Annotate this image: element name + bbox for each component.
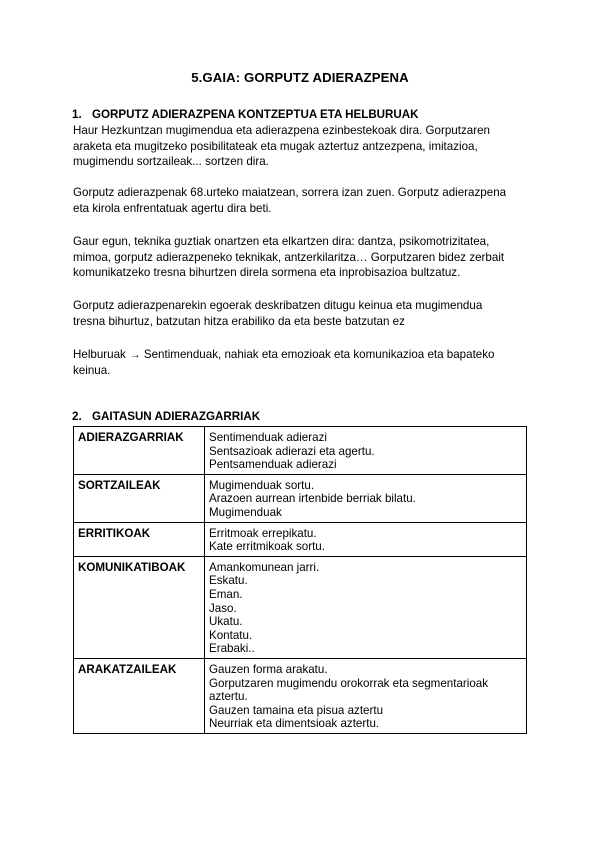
row-line: Sentimenduak adierazi	[209, 431, 327, 444]
row-line: Erritmoak errepikatu.	[209, 526, 317, 540]
table-row	[74, 427, 527, 475]
row-line: Ukatu.	[209, 615, 243, 629]
paragraph-line: Gaur egun, teknika guztiak onartzen eta elkartzen dira: dantza, psikomotrizitatea,	[73, 235, 490, 248]
page-title: 5.GAIA: GORPUTZ ADIERAZPENA	[191, 70, 409, 85]
row-line: Pentsamenduak adierazi	[209, 458, 337, 472]
table-row	[74, 474, 527, 522]
paragraph-5	[73, 347, 533, 378]
paragraph-line: Gorputz adierazpenarekin egoerak deskribatzen ditugu keinua eta mugimendua	[73, 299, 483, 312]
paragraph-line: mugimendu sortzaileak... sortzen dira.	[73, 155, 269, 169]
row-values	[205, 427, 527, 475]
row-line: Gauzen forma arakatu.	[209, 662, 328, 676]
row-key: ADIERAZGARRIAK	[74, 427, 205, 475]
section-1-heading	[72, 108, 419, 121]
row-line: Arazoen aurrean irtenbide berriak bilatu.	[209, 492, 416, 506]
row-line: Kate erritmikoak sortu.	[209, 540, 325, 554]
paragraph-1	[73, 123, 533, 170]
row-key: ERRITIKOAK	[74, 522, 205, 556]
row-line: Eman.	[209, 587, 243, 601]
paragraph-line: mimoa, gorputz adierazpeneko teknikak, antzerkilaritza… Gorputzaren bidez zerbait	[73, 250, 505, 264]
row-line: Neurriak eta dimentsioak aztertu.	[209, 717, 380, 731]
row-line: Jaso.	[209, 601, 237, 615]
paragraph-line: keinua.	[73, 363, 111, 377]
paragraph-4	[73, 298, 533, 329]
table-row	[74, 522, 527, 556]
paragraph-line: araketa eta mugitzeko posibilitateak eta mugak aztertuz antzezpena, imitazioa,	[73, 139, 478, 153]
row-line: Mugimenduak	[209, 505, 282, 519]
paragraph-line: Helburuak → Sentimenduak, nahiak eta emozioak eta komunikazioa eta bapateko	[73, 348, 495, 361]
paragraph-line: Haur Hezkuntzan mugimendua eta adierazpena ezinbestekoak dira. Gorputzaren	[73, 124, 490, 137]
row-key: ARAKATZAILEAK	[74, 658, 205, 733]
row-line: Mugimenduak sortu.	[209, 478, 315, 492]
row-values	[205, 522, 527, 556]
row-values	[205, 474, 527, 522]
section-2-title: GAITASUN ADIERAZGARRIAK	[92, 410, 261, 423]
paragraph-line: Gorputz adierazpenak 68.urteko maiatzean, sorrera izan zuen. Gorputz adierazpena	[73, 186, 507, 199]
section-2-heading	[72, 410, 261, 423]
paragraph-line: eta kirola enfrentatuak agertu dira beti.	[73, 201, 272, 215]
row-values	[205, 658, 527, 733]
row-line: Erabaki..	[209, 642, 255, 656]
section-1-title: GORPUTZ ADIERAZPENA KONTZEPTUA ETA HELBURUAK	[92, 108, 419, 121]
paragraph-3	[73, 234, 533, 281]
table-row	[74, 556, 527, 658]
section-2-number: 2.	[72, 410, 82, 423]
paragraph-2	[73, 185, 533, 216]
row-line: aztertu.	[209, 690, 248, 704]
row-key: SORTZAILEAK	[74, 474, 205, 522]
abilities-table	[73, 426, 527, 734]
row-values	[205, 556, 527, 658]
row-line: Amankomunean jarri.	[209, 560, 320, 574]
row-line: Eskatu.	[209, 574, 248, 588]
row-key: KOMUNIKATIBOAK	[74, 556, 205, 658]
table-row	[74, 658, 527, 733]
row-line: Sentsazioak adierazi eta agertu.	[209, 444, 375, 458]
row-line: Kontatu.	[209, 628, 253, 642]
paragraph-line: komunikatzeko tresna bihurtzen direla sormena eta inprobisazioa bultzatuz.	[73, 266, 461, 280]
row-line: Gorputzaren mugimendu orokorrak eta segmentarioak	[209, 676, 489, 690]
paragraph-line: tresna bihurtuz, batzutan hitza erabiliko da eta beste batzutan ez	[73, 314, 405, 328]
row-line: Gauzen tamaina eta pisua aztertu	[209, 703, 384, 717]
section-1-number: 1.	[72, 108, 82, 121]
